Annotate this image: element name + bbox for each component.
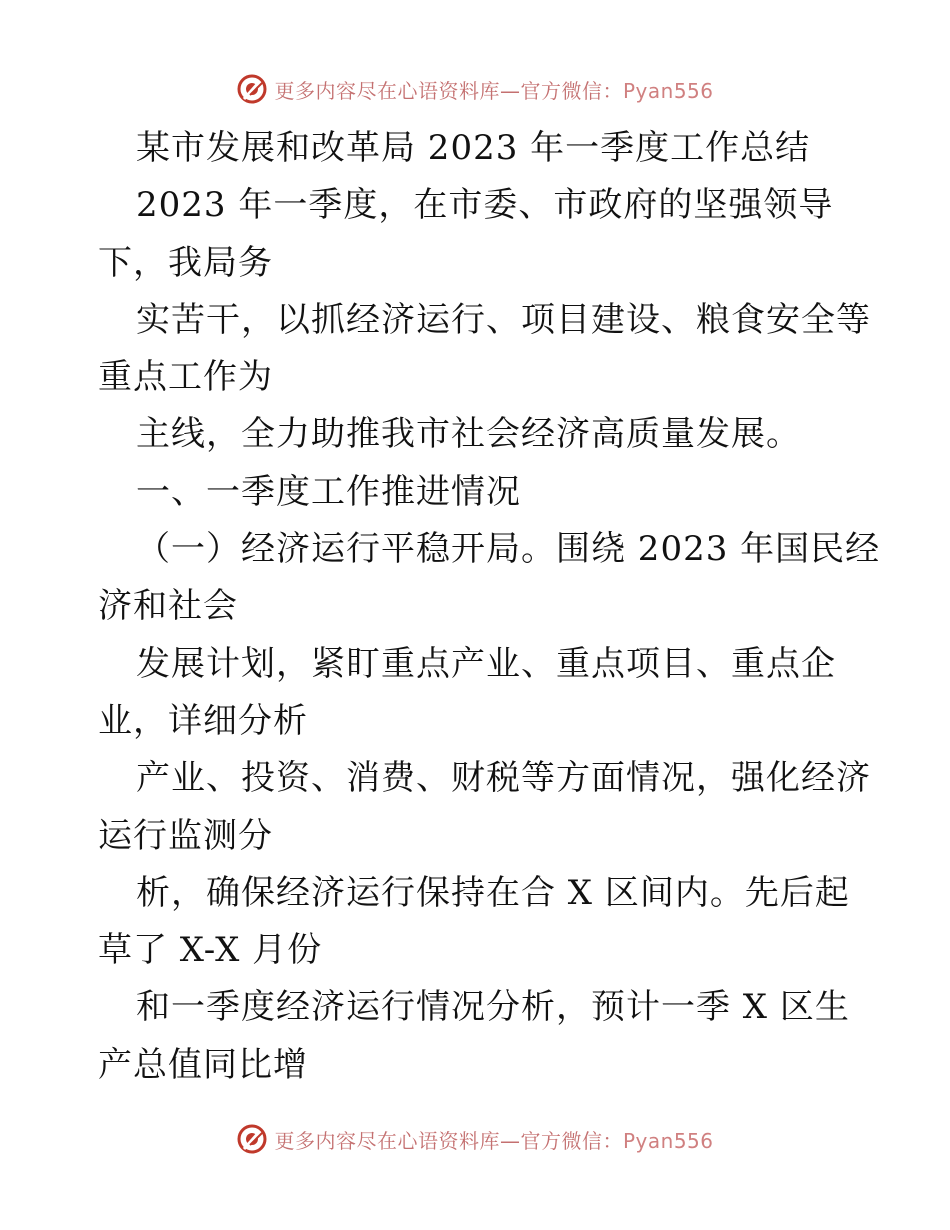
footer-banner-text: 更多内容尽在心语资料库—官方微信：Pyan556	[274, 1128, 714, 1153]
paragraph-line: 2023 年一季度，在市委、市政府的坚强领导	[136, 185, 834, 226]
logo-icon	[236, 73, 268, 105]
paragraph-line: 济和社会	[98, 586, 238, 627]
header-banner-text: 更多内容尽在心语资料库—官方微信：Pyan556	[274, 78, 714, 103]
header-wechat-handle: Pyan556	[622, 78, 714, 103]
paragraph-line: 下，我局务	[98, 242, 273, 283]
document-body	[98, 120, 881, 1094]
paragraph-line: 产总值同比增	[98, 1044, 308, 1085]
logo-icon	[236, 1123, 268, 1155]
subsection-heading: （一）经济运行平稳开局。围绕 2023 年国民经	[136, 529, 881, 570]
paragraph-line: 和一季度经济运行情况分析，预计一季 X 区生	[136, 987, 850, 1028]
footer-wechat-handle: Pyan556	[622, 1128, 714, 1153]
document-title: 某市发展和改革局 2023 年一季度工作总结	[136, 128, 811, 168]
section-heading: 一、一季度工作推进情况	[136, 471, 521, 512]
paragraph-line: 实苦干，以抓经济运行、项目建设、粮食安全等	[136, 299, 871, 340]
paragraph-line: 运行监测分	[98, 815, 273, 856]
footer-banner	[0, 1122, 950, 1156]
paragraph-line: 主线，全力助推我市社会经济高质量发展。	[136, 414, 801, 455]
paragraph-line: 发展计划，紧盯重点产业、重点项目、重点企	[136, 643, 836, 684]
paragraph-line: 产业、投资、消费、财税等方面情况，强化经济	[136, 758, 871, 799]
paragraph-line: 业，详细分析	[98, 700, 308, 741]
paragraph-line: 析，确保经济运行保持在合 X 区间内。先后起	[136, 872, 850, 913]
paragraph-line: 重点工作为	[98, 357, 273, 398]
paragraph-line: 草了 X-X 月份	[98, 930, 323, 971]
header-banner	[0, 72, 950, 106]
